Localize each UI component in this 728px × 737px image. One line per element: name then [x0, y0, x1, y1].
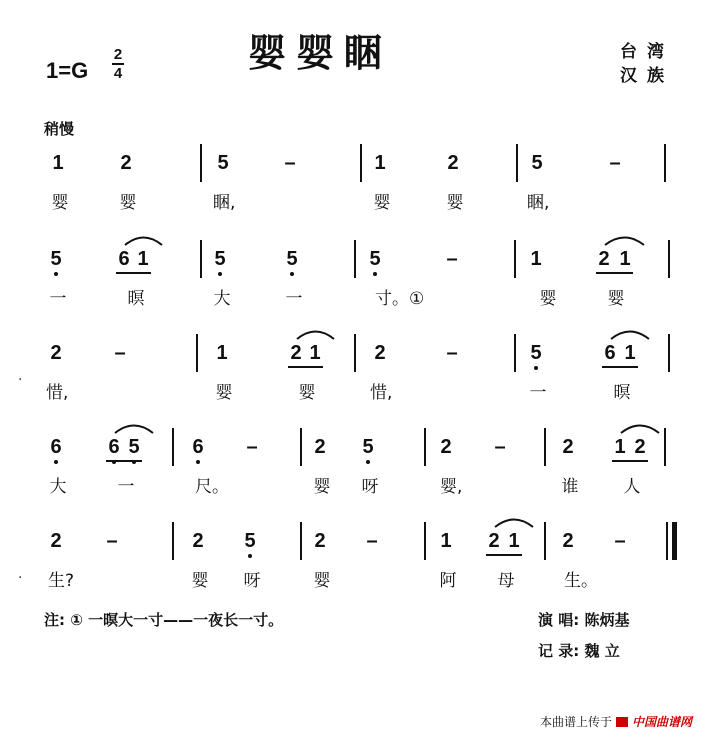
lyric: 大	[49, 477, 67, 497]
barline	[196, 334, 198, 372]
note: 2	[488, 530, 500, 552]
slur	[604, 234, 645, 246]
dash-extension: –	[366, 530, 378, 552]
slur	[610, 328, 650, 340]
dash-extension: –	[494, 436, 506, 458]
barline	[424, 428, 426, 466]
barline	[172, 522, 174, 560]
barline	[300, 428, 302, 466]
slur	[494, 516, 534, 528]
lyric: 暝	[127, 289, 145, 309]
note: 1	[440, 530, 452, 552]
lyric: 婴	[215, 383, 233, 403]
barline	[424, 522, 426, 560]
lyric: 婴	[373, 193, 391, 213]
note: 2	[440, 436, 452, 458]
barline	[354, 334, 356, 372]
note: 1	[137, 248, 149, 270]
barline	[544, 428, 546, 466]
origin-region: 台湾	[620, 42, 674, 62]
note: 2	[314, 530, 326, 552]
note: 1	[614, 436, 626, 458]
lyric: 暝	[613, 383, 631, 403]
lyric: 一	[117, 477, 135, 497]
scan-speck: ·	[18, 372, 23, 388]
lyric: 生。	[564, 571, 598, 591]
lyric: 尺。	[195, 477, 229, 497]
note: 1	[52, 152, 64, 174]
note: 1	[309, 342, 321, 364]
lyric: 睏,	[213, 193, 236, 213]
lyric: 婴	[539, 289, 557, 309]
song-title: 婴婴睏	[248, 30, 393, 75]
lyric: 婴	[119, 193, 137, 213]
recorder-credit	[538, 640, 620, 661]
note: 2	[290, 342, 302, 364]
lyric: 寸。①	[375, 289, 425, 309]
time-signature	[110, 46, 126, 82]
barline	[668, 240, 670, 278]
eighth-beam	[116, 272, 151, 274]
dash-extension: –	[446, 248, 458, 270]
barline	[360, 144, 362, 182]
eighth-beam	[106, 460, 142, 462]
note: 2	[50, 530, 62, 552]
note: 2	[374, 342, 386, 364]
time-signature-bottom: 4	[113, 65, 123, 82]
eighth-beam	[602, 366, 638, 368]
dash-extension: –	[284, 152, 296, 174]
lyric: 大	[213, 289, 231, 309]
note: 1	[530, 248, 542, 270]
lyric: 人	[623, 477, 641, 497]
note: 2	[314, 436, 326, 458]
note: 6	[604, 342, 616, 364]
note: 2	[120, 152, 132, 174]
barline	[664, 144, 666, 182]
barline	[664, 428, 666, 466]
barline	[172, 428, 174, 466]
final-barline-thick	[672, 522, 677, 560]
eighth-beam	[486, 554, 522, 556]
note: 2	[562, 530, 574, 552]
lyric: 婴	[298, 383, 316, 403]
eighth-beam	[596, 272, 633, 274]
note: 5	[46, 248, 66, 271]
barline	[544, 522, 546, 560]
barline	[516, 144, 518, 182]
barline	[514, 240, 516, 278]
lyric: 阿	[439, 571, 457, 591]
lyric: 呀	[361, 477, 379, 497]
slur	[296, 328, 335, 340]
dash-extension: –	[106, 530, 118, 552]
final-barline-thin	[666, 522, 668, 560]
barline	[668, 334, 670, 372]
dash-extension: –	[246, 436, 258, 458]
dash-extension: –	[614, 530, 626, 552]
eighth-beam	[288, 366, 323, 368]
singer-name: 陈炳基	[584, 611, 630, 629]
note: 1	[624, 342, 636, 364]
lyric: 生?	[48, 571, 75, 591]
note: 1	[374, 152, 386, 174]
lyric: 婴,	[440, 477, 463, 497]
barline	[200, 240, 202, 278]
site-logo-icon	[616, 717, 628, 727]
score-row	[0, 152, 728, 232]
eighth-beam	[612, 460, 648, 462]
lyric: 一	[49, 289, 67, 309]
note: 5	[210, 248, 230, 271]
slur	[114, 422, 154, 434]
time-signature-top: 2	[113, 46, 123, 63]
barline	[200, 144, 202, 182]
note: 5	[240, 530, 260, 553]
lyric: 婴	[446, 193, 464, 213]
tempo-marking: 稍慢	[44, 120, 75, 138]
lyric: 一	[285, 289, 303, 309]
note: 1	[216, 342, 228, 364]
lyric: 婴	[51, 193, 69, 213]
barline	[300, 522, 302, 560]
note: 2	[598, 248, 610, 270]
note: 5	[526, 342, 546, 365]
lyric: 惜,	[46, 383, 69, 403]
scan-speck: ·	[18, 570, 23, 586]
note: 6	[188, 436, 208, 459]
note: 5	[282, 248, 302, 271]
key-signature: 1=G	[46, 58, 89, 83]
lyric: 母	[497, 571, 515, 591]
dash-extension: –	[609, 152, 621, 174]
footnote: 注: ① 一暝大一寸——一夜长一寸。	[44, 611, 284, 629]
note: 2	[562, 436, 574, 458]
lyric: 婴	[607, 289, 625, 309]
dash-extension: –	[446, 342, 458, 364]
note: 5	[531, 152, 543, 174]
lyric: 谁	[561, 477, 579, 497]
note: 2	[50, 342, 62, 364]
note: 6	[118, 248, 130, 270]
dash-extension: –	[114, 342, 126, 364]
note: 6	[104, 436, 124, 459]
lyric: 一	[529, 383, 547, 403]
watermark-footer	[540, 713, 692, 730]
recorder-name: 魏 立	[584, 642, 620, 660]
lyric: 睏,	[527, 193, 550, 213]
slur	[620, 422, 660, 434]
score-row	[0, 248, 728, 328]
note: 5	[365, 248, 385, 271]
lyric: 婴	[313, 477, 331, 497]
barline	[354, 240, 356, 278]
score-row	[0, 530, 728, 610]
lyric: 惜,	[370, 383, 393, 403]
barline	[514, 334, 516, 372]
slur	[124, 234, 163, 246]
singer-credit	[538, 609, 629, 630]
lyric: 呀	[243, 571, 261, 591]
singer-label: 演 唱:	[538, 611, 580, 629]
site-logo-text: 中国曲谱网	[632, 715, 693, 729]
note: 2	[634, 436, 646, 458]
note: 5	[358, 436, 378, 459]
note: 2	[192, 530, 204, 552]
score-row	[0, 342, 728, 422]
score-row	[0, 436, 728, 516]
lyric: 婴	[191, 571, 209, 591]
note: 1	[508, 530, 520, 552]
lyric: 婴	[313, 571, 331, 591]
note: 6	[46, 436, 66, 459]
origin	[620, 40, 674, 88]
recorder-label: 记 录:	[538, 642, 580, 660]
note: 5	[217, 152, 229, 174]
note: 2	[447, 152, 459, 174]
note: 1	[619, 248, 631, 270]
note: 5	[124, 436, 144, 459]
origin-ethnicity: 汉族	[620, 66, 674, 86]
watermark-text: 本曲谱上传于	[540, 715, 613, 729]
